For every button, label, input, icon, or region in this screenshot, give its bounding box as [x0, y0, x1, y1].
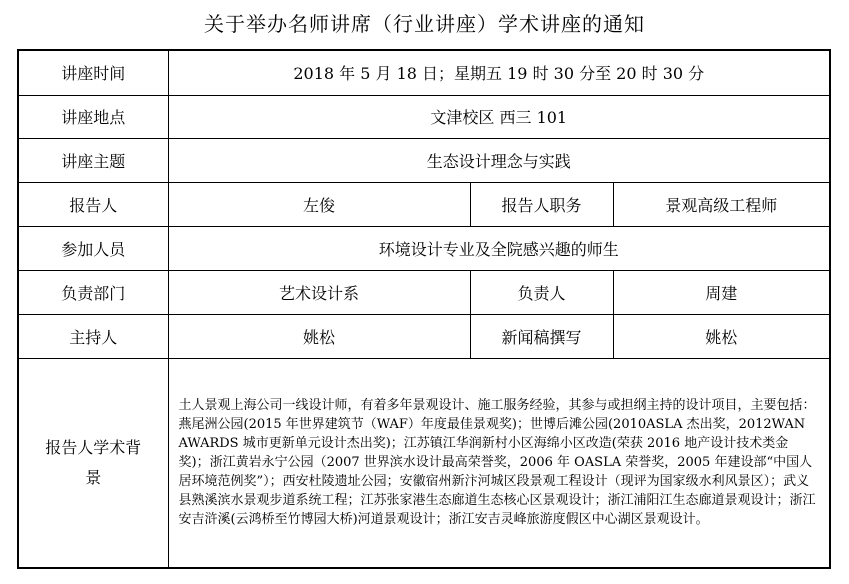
label-speaker: 报告人: [18, 182, 168, 226]
row-location: [18, 95, 830, 138]
label-attendees: 参加人员: [18, 226, 168, 270]
row-time: [18, 50, 830, 95]
label-news-writer: 新闻稿撰写: [470, 314, 613, 358]
label-time: 讲座时间: [18, 50, 168, 95]
notice-title: 关于举办名师讲席（行业讲座）学术讲座的通知: [204, 12, 645, 36]
value-location: 文津校区 西三 101: [168, 95, 830, 138]
value-background: 土人景观上海公司一线设计师，有着多年景观设计、施工服务经验，其参与或担纲主持的设计项目，主要包括：燕尾洲公园(2015 年世界建筑节（WAF）年度最佳景观奖)；世博后滩公园(2010ASLA 杰出奖，2012WAN AWARDS 城市更新单元设计杰出奖)；江苏镇江华润新村小区海绵小区改造(荣获 2016 地产设计技术类金奖)；浙江黄岩永宁公园（2007 世界滨水设计最高荣誉奖，2006 年 OASLA 荣誉奖，2005 年建设部“中国人居环境范例奖”）；西安杜陵遗址公园；安徽宿州新汴河城区段景观工程设计（现评为国家级水利风景区）；武义县熟溪滨水景观步道系统工程；江苏张家港生态廊道生态核心区景观设计；浙江浦阳江生态廊道景观设计；浙江安吉浒溪(云鸿桥至竹博园大桥)河道景观设计；浙江安吉灵峰旅游度假区中心湖区景观设计。: [168, 358, 830, 568]
value-news-writer: 姚松: [613, 314, 830, 358]
value-host: 姚松: [168, 314, 470, 358]
row-attendees: [18, 226, 830, 270]
label-department: 负责部门: [18, 270, 168, 314]
row-host: [18, 314, 830, 358]
label-topic: 讲座主题: [18, 138, 168, 182]
value-department: 艺术设计系: [168, 270, 470, 314]
row-speaker: [18, 182, 830, 226]
label-host: 主持人: [18, 314, 168, 358]
value-speaker-title: 景观高级工程师: [613, 182, 830, 226]
value-speaker: 左俊: [168, 182, 470, 226]
label-background-cell: [18, 358, 168, 568]
row-department: [18, 270, 830, 314]
value-attendees: 环境设计专业及全院感兴趣的师生: [168, 226, 830, 270]
label-background: 报告人学术背景: [45, 437, 142, 487]
row-topic: [18, 138, 830, 182]
row-background: [18, 358, 830, 568]
notice-table: [17, 49, 831, 569]
value-topic: 生态设计理念与实践: [168, 138, 830, 182]
value-responsible: 周建: [613, 270, 830, 314]
label-responsible: 负责人: [470, 270, 613, 314]
label-location: 讲座地点: [18, 95, 168, 138]
value-time: 2018 年 5 月 18 日；星期五 19 时 30 分至 20 时 30 分: [168, 50, 830, 95]
label-speaker-title: 报告人职务: [470, 182, 613, 226]
